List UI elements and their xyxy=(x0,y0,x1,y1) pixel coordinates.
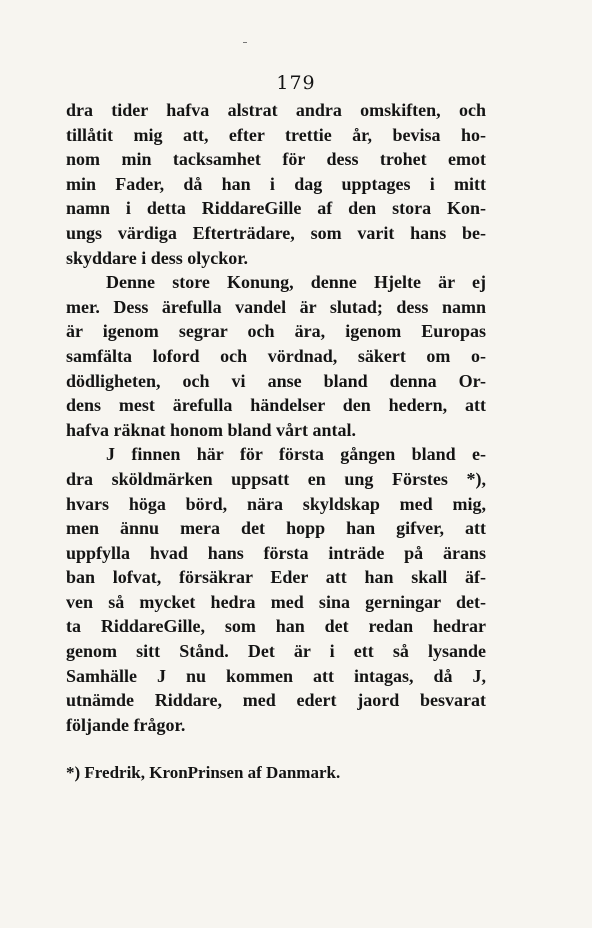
text-line: J finnen här för första gången bland e- xyxy=(106,444,486,465)
text-line: samfälta loford och vördnad, säkert om o- xyxy=(66,345,486,366)
text-line: genom sitt Stånd. Det är i ett så lysande xyxy=(66,641,486,662)
text-line: följande frågor. xyxy=(66,714,186,735)
footnote: *) Fredrik, KronPrinsen af Danmark. xyxy=(66,763,341,782)
text-line: min Fader, då han i dag upptages i mitt xyxy=(66,173,486,194)
text-line: ungs värdiga Efterträdare, som varit hans be- xyxy=(66,222,486,243)
printer-mark xyxy=(243,42,247,43)
text-line: skyddare i dess olyckor. xyxy=(66,247,249,268)
text-line: utnämde Riddare, med edert jaord besvarat xyxy=(66,690,486,711)
page-number: 179 xyxy=(276,72,316,94)
text-line: dra sköldmärken uppsatt en ung Förstes *), xyxy=(66,468,486,489)
text-line: ta RiddareGille, som han det redan hedrar xyxy=(66,616,486,637)
text-line: nom min tacksamhet för dess trohet emot xyxy=(66,149,486,170)
text-line: Denne store Konung, denne Hjelte är ej xyxy=(106,272,486,293)
text-line: dens mest ärefulla händelser den hedern, att xyxy=(66,395,486,416)
text-line: men ännu mera det hopp han gifver, att xyxy=(66,518,486,539)
text-line: uppfylla hvad hans första inträde på ärans xyxy=(66,542,486,563)
text-line: hvars höga börd, nära skyldskap med mig, xyxy=(66,493,486,514)
text-line: hafva räknat honom bland vårt antal. xyxy=(66,419,357,440)
text-line: ven så mycket hedra med sina gerningar det- xyxy=(66,591,486,612)
text-line: dödligheten, och vi anse bland denna Or- xyxy=(66,370,486,391)
text-line: dra tider hafva alstrat andra omskiften, och xyxy=(66,100,486,120)
text-line: ban lofvat, försäkrar Eder att han skall äf- xyxy=(66,567,486,588)
text-line: är igenom segrar och ära, igenom Europas xyxy=(66,321,486,342)
text-line: Samhälle J nu kommen att intagas, då J, xyxy=(66,665,486,686)
text-line: namn i detta RiddareGille af den stora Kon- xyxy=(66,198,486,219)
text-line: mer. Dess ärefulla vandel är slutad; dess namn xyxy=(66,296,486,317)
text-line: tillåtit mig att, efter trettie år, bevisa ho- xyxy=(66,124,486,145)
body-text xyxy=(66,98,486,737)
